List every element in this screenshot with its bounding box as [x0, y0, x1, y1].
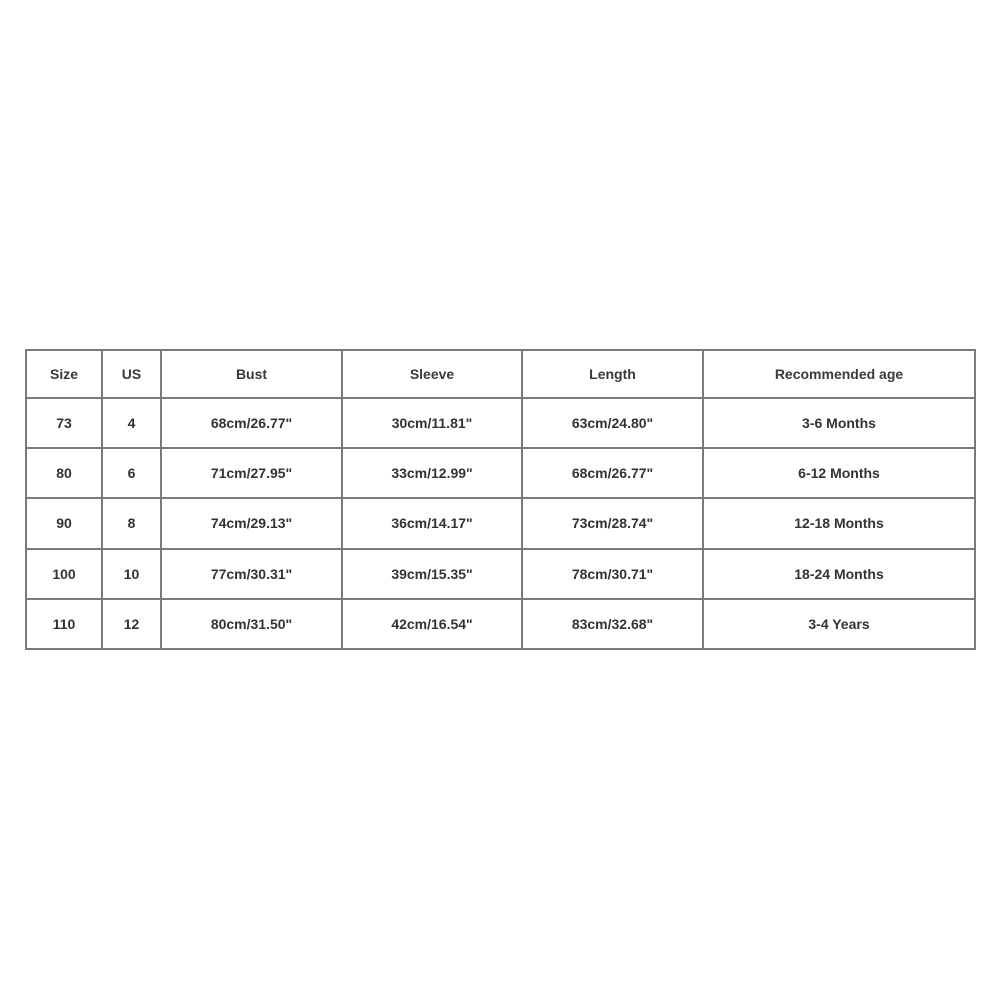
cell-sleeve: 33cm/12.99": [342, 448, 522, 498]
cell-recommended-age: 6-12 Months: [703, 448, 975, 498]
column-header-sleeve: Sleeve: [342, 350, 522, 398]
cell-size: 100: [26, 549, 102, 599]
cell-us: 6: [102, 448, 161, 498]
cell-length: 78cm/30.71": [522, 549, 703, 599]
cell-recommended-age: 3-4 Years: [703, 599, 975, 649]
cell-bust: 77cm/30.31": [161, 549, 342, 599]
table-row: [26, 398, 975, 448]
cell-us: 8: [102, 498, 161, 548]
cell-recommended-age: 3-6 Months: [703, 398, 975, 448]
column-header-bust: Bust: [161, 350, 342, 398]
column-header-length: Length: [522, 350, 703, 398]
size-chart-table: [25, 349, 976, 650]
cell-bust: 74cm/29.13": [161, 498, 342, 548]
cell-sleeve: 36cm/14.17": [342, 498, 522, 548]
table-row: [26, 448, 975, 498]
table-row: [26, 549, 975, 599]
cell-size: 80: [26, 448, 102, 498]
cell-bust: 80cm/31.50": [161, 599, 342, 649]
cell-bust: 71cm/27.95": [161, 448, 342, 498]
cell-us: 10: [102, 549, 161, 599]
cell-length: 73cm/28.74": [522, 498, 703, 548]
cell-sleeve: 42cm/16.54": [342, 599, 522, 649]
table-row: [26, 498, 975, 548]
cell-recommended-age: 12-18 Months: [703, 498, 975, 548]
table-row: [26, 599, 975, 649]
cell-length: 63cm/24.80": [522, 398, 703, 448]
column-header-us: US: [102, 350, 161, 398]
cell-length: 68cm/26.77": [522, 448, 703, 498]
cell-sleeve: 30cm/11.81": [342, 398, 522, 448]
header-row: [26, 350, 975, 398]
cell-sleeve: 39cm/15.35": [342, 549, 522, 599]
cell-size: 110: [26, 599, 102, 649]
cell-length: 83cm/32.68": [522, 599, 703, 649]
cell-size: 73: [26, 398, 102, 448]
cell-recommended-age: 18-24 Months: [703, 549, 975, 599]
cell-us: 12: [102, 599, 161, 649]
cell-bust: 68cm/26.77": [161, 398, 342, 448]
cell-us: 4: [102, 398, 161, 448]
column-header-recommended-age: Recommended age: [703, 350, 975, 398]
cell-size: 90: [26, 498, 102, 548]
column-header-size: Size: [26, 350, 102, 398]
